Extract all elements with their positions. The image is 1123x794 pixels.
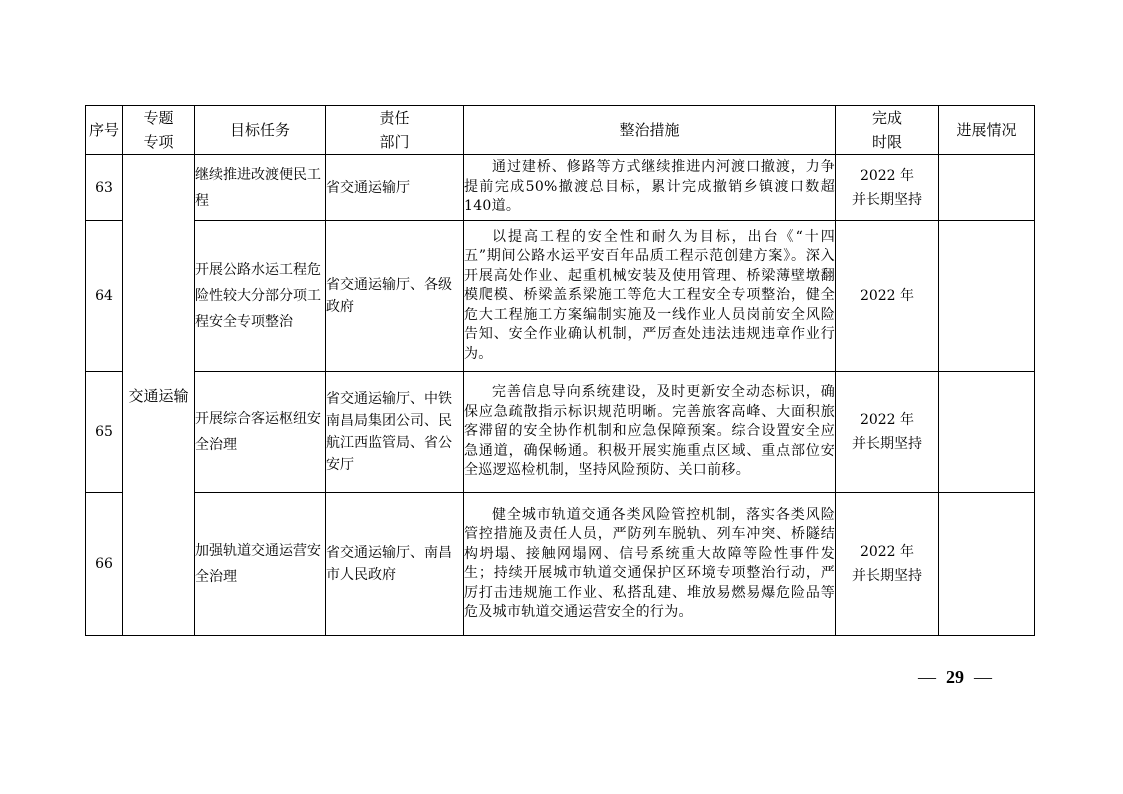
measures-text: 以提高工程的安全性和耐久为目标，出台《“十四五”期间公路水运平安百年品质工程示范创建方案》。深入开展高处作业、起重机械安装及使用管理、桥梁薄壁墩翻模爬模、桥梁盖系梁施工等危大工程安全专项整治，健全危大工程施工方案编制实施及一线作业人员岗前安全风险告知、安全作业确认机制，严厉查处违法违规违章作业行为。 <box>464 228 835 362</box>
header-dept-line1: 责任 <box>379 109 410 127</box>
task-cell: 开展综合客运枢纽安全治理 <box>195 372 326 493</box>
page-dash-right: — <box>974 667 992 687</box>
dept-cell: 省交通运输厅、南昌市人民政府 <box>326 493 464 636</box>
category-cell: 交通运输 <box>123 155 195 636</box>
progress-cell <box>939 221 1035 372</box>
row-number: 65 <box>86 372 123 493</box>
time-line2: 并长期坚持 <box>852 568 922 584</box>
dept-cell: 省交通运输厅、中铁南昌局集团公司、民航江西监管局、省公安厅 <box>326 372 464 493</box>
table-row <box>86 372 1035 493</box>
header-progress: 进展情况 <box>939 106 1035 155</box>
time-cell <box>836 155 939 221</box>
header-time <box>836 106 939 155</box>
page-dash-left: — <box>918 667 936 687</box>
header-category <box>123 106 195 155</box>
table-row <box>86 221 1035 372</box>
header-row <box>86 106 1035 155</box>
measures-text: 健全城市轨道交通各类风险管控机制，落实各类风险管控措施及责任人员，严防列车脱轨、列车冲突、桥隧结构坍塌、接触网塌网、信号系统重大故障等险性事件发生；持续开展城市轨道交通保护区环境专项整治行动，严厉打击违规施工作业、私搭乱建、堆放易燃易爆危险品等危及城市轨道交通运营安全的行为。 <box>464 506 835 620</box>
header-task: 目标任务 <box>195 106 326 155</box>
dept-cell: 省交通运输厅 <box>326 155 464 221</box>
table-row <box>86 155 1035 221</box>
time-line2: 并长期坚持 <box>852 191 922 208</box>
time-cell <box>836 493 939 636</box>
header-time-line1: 完成 <box>871 109 902 127</box>
page-number <box>918 667 992 688</box>
time-line1: 2022 年 <box>859 167 915 184</box>
time-cell <box>836 372 939 493</box>
measures-text: 通过建桥、修路等方式继续推进内河渡口撤渡，力争提前完成50%撤渡总目标，累计完成撤销乡镇渡口数超140道。 <box>464 159 835 215</box>
progress-cell <box>939 155 1035 221</box>
time-line1: 2022 年 <box>859 544 915 560</box>
header-dept-line2: 部门 <box>379 133 410 151</box>
row-number: 66 <box>86 493 123 636</box>
header-category-line2: 专项 <box>143 133 174 151</box>
progress-cell <box>939 493 1035 636</box>
time-cell <box>836 221 939 372</box>
header-time-line2: 时限 <box>871 133 902 151</box>
measures-cell <box>464 221 836 372</box>
measures-cell <box>464 493 836 636</box>
measures-cell <box>464 372 836 493</box>
time-line2: 并长期坚持 <box>852 436 922 452</box>
progress-cell <box>939 372 1035 493</box>
remediation-table <box>85 105 1035 636</box>
dept-cell: 省交通运输厅、各级政府 <box>326 221 464 372</box>
row-number: 64 <box>86 221 123 372</box>
measures-cell <box>464 155 836 221</box>
task-cell: 继续推进改渡便民工程 <box>195 155 326 221</box>
task-cell: 加强轨道交通运营安全治理 <box>195 493 326 636</box>
table-row <box>86 493 1035 636</box>
header-seq: 序号 <box>86 106 123 155</box>
page-number-value: 29 <box>946 667 964 687</box>
header-measures: 整治措施 <box>464 106 836 155</box>
header-dept <box>326 106 464 155</box>
task-cell: 开展公路水运工程危险性较大分部分项工程安全专项整治 <box>195 221 326 372</box>
header-category-line1: 专题 <box>143 109 174 127</box>
row-number: 63 <box>86 155 123 221</box>
measures-text: 完善信息导向系统建设，及时更新安全动态标识，确保应急疏散指示标识规范明晰。完善旅客高峰、大面积旅客滞留的安全协作机制和应急保障预案。综合设置安全应急通道，确保畅通。积极开展实施重点区域、重点部位安全巡逻巡检机制，坚持风险预防、关口前移。 <box>464 384 835 479</box>
time-line1: 2022 年 <box>859 412 915 428</box>
time-line1: 2022 年 <box>859 288 915 304</box>
